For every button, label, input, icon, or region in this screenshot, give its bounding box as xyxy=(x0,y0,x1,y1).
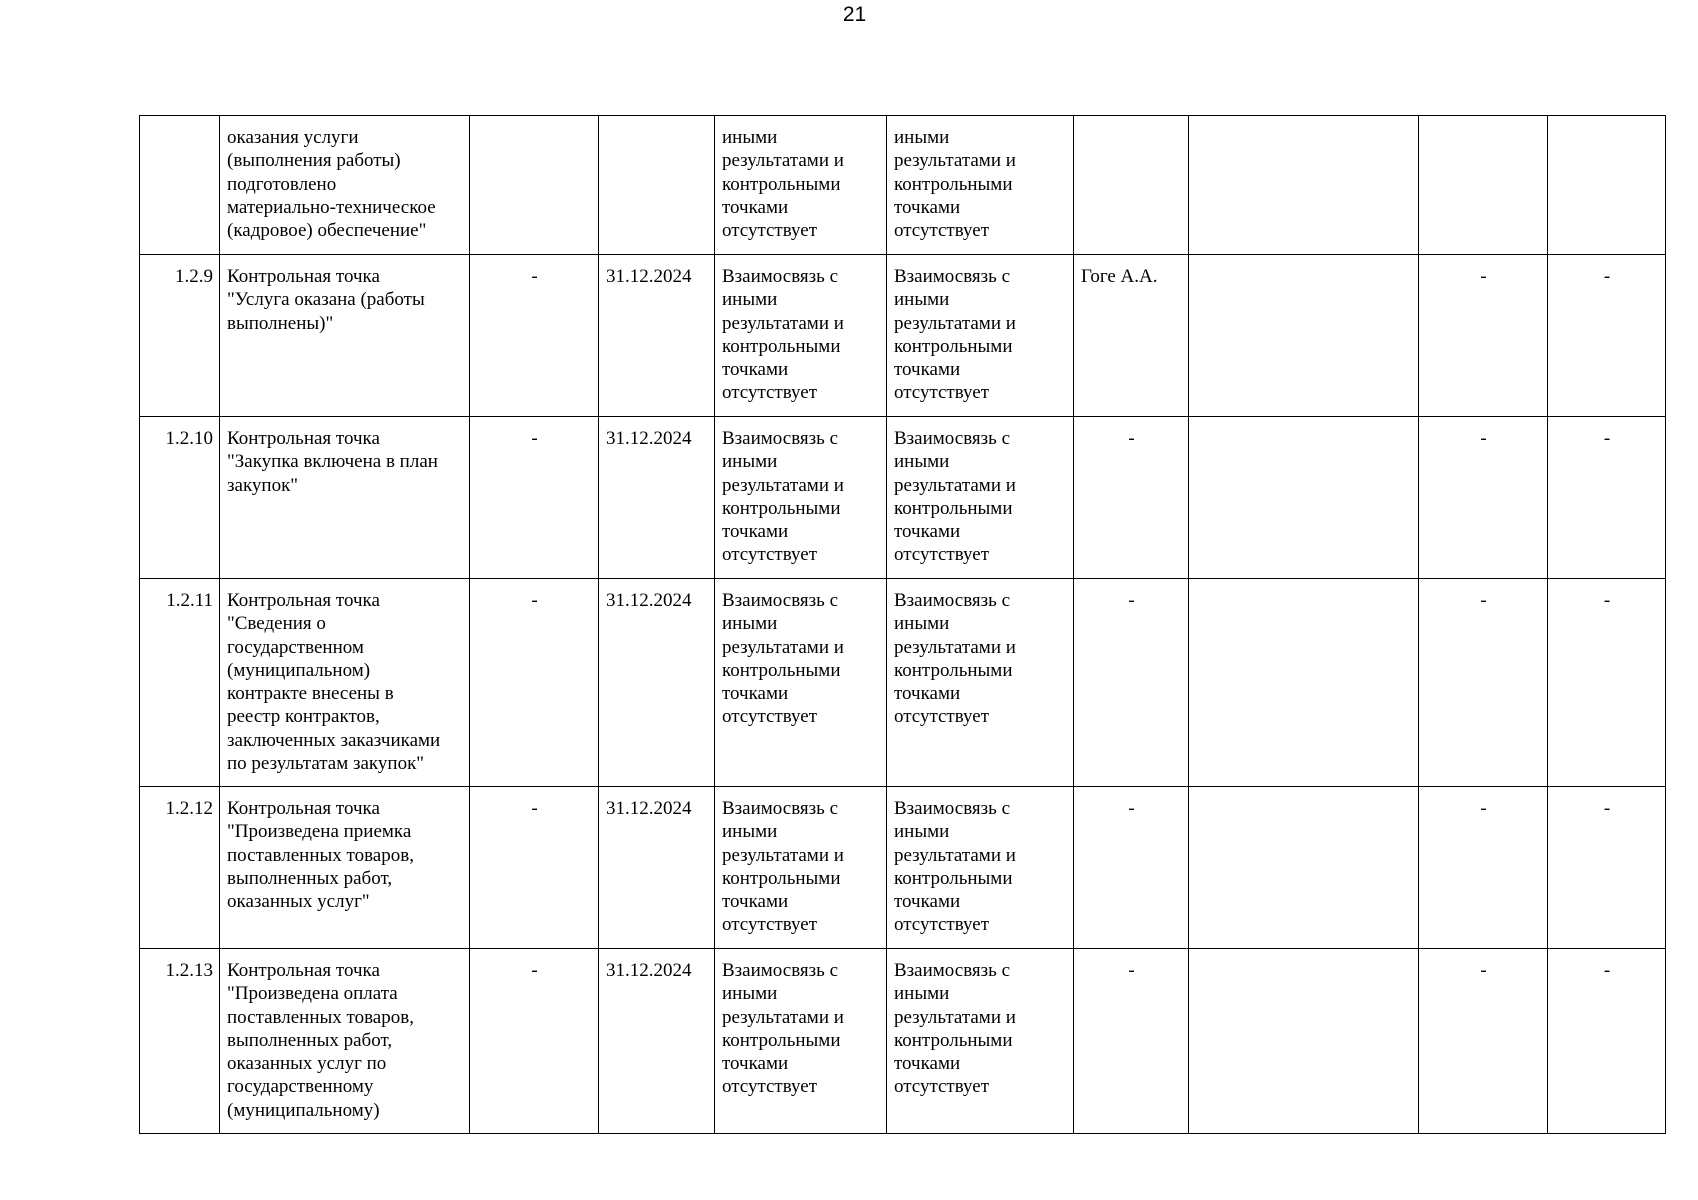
base-value-cell xyxy=(470,116,599,255)
row-number-cell: 1.2.11 xyxy=(140,579,220,787)
document-cell xyxy=(1189,255,1419,417)
column-9-cell xyxy=(1419,116,1548,255)
row-number-cell: 1.2.12 xyxy=(140,787,220,949)
previous-link-cell: Взаимосвязь с иными результатами и контрольными точками отсутствует xyxy=(715,949,887,1134)
checkpoint-name-cell: Контрольная точка "Услуга оказана (работы выполнены)" xyxy=(220,255,470,417)
responsible-cell: - xyxy=(1074,579,1189,787)
date-cell: 31.12.2024 xyxy=(599,949,715,1134)
column-10-cell: - xyxy=(1548,579,1666,787)
page-number: 21 xyxy=(842,3,867,26)
document-cell xyxy=(1189,787,1419,949)
base-value-cell: - xyxy=(470,579,599,787)
table-row xyxy=(140,949,1666,1134)
responsible-cell: - xyxy=(1074,417,1189,579)
checkpoint-name-cell: оказания услуги (выполнения работы) подготовлено материально-техническое (кадровое) обеспечение" xyxy=(220,116,470,255)
checkpoint-name-cell: Контрольная точка "Закупка включена в план закупок" xyxy=(220,417,470,579)
next-link-cell: иными результатами и контрольными точками отсутствует xyxy=(887,116,1074,255)
column-10-cell: - xyxy=(1548,255,1666,417)
next-link-cell: Взаимосвязь с иными результатами и контрольными точками отсутствует xyxy=(887,579,1074,787)
column-10-cell: - xyxy=(1548,417,1666,579)
row-number-cell: 1.2.9 xyxy=(140,255,220,417)
column-10-cell: - xyxy=(1548,787,1666,949)
control-points-table xyxy=(139,115,1666,1134)
date-cell: 31.12.2024 xyxy=(599,417,715,579)
date-cell: 31.12.2024 xyxy=(599,787,715,949)
responsible-cell: - xyxy=(1074,949,1189,1134)
table-row xyxy=(140,417,1666,579)
previous-link-cell: Взаимосвязь с иными результатами и контрольными точками отсутствует xyxy=(715,787,887,949)
document-cell xyxy=(1189,579,1419,787)
document-cell xyxy=(1189,116,1419,255)
date-cell: 31.12.2024 xyxy=(599,255,715,417)
document-cell xyxy=(1189,949,1419,1134)
responsible-cell: - xyxy=(1074,787,1189,949)
base-value-cell: - xyxy=(470,417,599,579)
column-9-cell: - xyxy=(1419,787,1548,949)
date-cell: 31.12.2024 xyxy=(599,579,715,787)
next-link-cell: Взаимосвязь с иными результатами и контрольными точками отсутствует xyxy=(887,255,1074,417)
column-9-cell: - xyxy=(1419,579,1548,787)
column-9-cell: - xyxy=(1419,949,1548,1134)
table-row xyxy=(140,579,1666,787)
base-value-cell: - xyxy=(470,949,599,1134)
column-9-cell: - xyxy=(1419,417,1548,579)
previous-link-cell: Взаимосвязь с иными результатами и контрольными точками отсутствует xyxy=(715,579,887,787)
next-link-cell: Взаимосвязь с иными результатами и контрольными точками отсутствует xyxy=(887,417,1074,579)
column-10-cell: - xyxy=(1548,949,1666,1134)
base-value-cell: - xyxy=(470,787,599,949)
table-row xyxy=(140,255,1666,417)
next-link-cell: Взаимосвязь с иными результатами и контрольными точками отсутствует xyxy=(887,949,1074,1134)
row-number-cell xyxy=(140,116,220,255)
document-cell xyxy=(1189,417,1419,579)
responsible-cell xyxy=(1074,116,1189,255)
column-9-cell: - xyxy=(1419,255,1548,417)
row-number-cell: 1.2.10 xyxy=(140,417,220,579)
responsible-cell: Гоге А.А. xyxy=(1074,255,1189,417)
previous-link-cell: иными результатами и контрольными точками отсутствует xyxy=(715,116,887,255)
table-row xyxy=(140,787,1666,949)
checkpoint-name-cell: Контрольная точка "Произведена оплата поставленных товаров, выполненных работ, оказанных услуг по государственному (муниципальному) xyxy=(220,949,470,1134)
row-number-cell: 1.2.13 xyxy=(140,949,220,1134)
next-link-cell: Взаимосвязь с иными результатами и контрольными точками отсутствует xyxy=(887,787,1074,949)
date-cell xyxy=(599,116,715,255)
table-row xyxy=(140,116,1666,255)
base-value-cell: - xyxy=(470,255,599,417)
checkpoint-name-cell: Контрольная точка "Произведена приемка поставленных товаров, выполненных работ, оказанных услуг" xyxy=(220,787,470,949)
previous-link-cell: Взаимосвязь с иными результатами и контрольными точками отсутствует xyxy=(715,255,887,417)
column-10-cell xyxy=(1548,116,1666,255)
previous-link-cell: Взаимосвязь с иными результатами и контрольными точками отсутствует xyxy=(715,417,887,579)
checkpoint-name-cell: Контрольная точка "Сведения о государственном (муниципальном) контракте внесены в реестр контрактов, заключенных заказчиками по результатам закупок" xyxy=(220,579,470,787)
